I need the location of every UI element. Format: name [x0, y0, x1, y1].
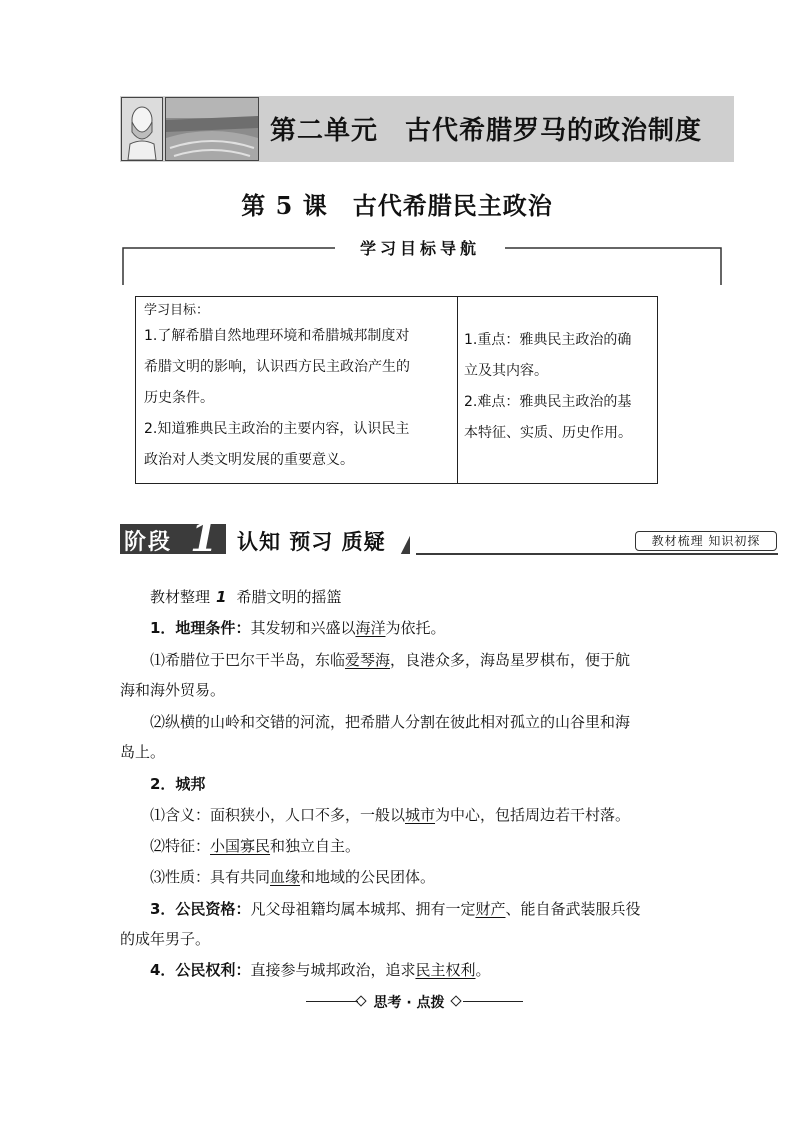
lesson-title: 第 5 课 古代希腊民主政治 [241, 191, 553, 220]
key-point-line: 立及其内容。 [464, 363, 548, 379]
section-number: 1 [216, 588, 227, 606]
key-point-line: 本特征、实质、历史作用。 [464, 425, 632, 441]
objective-line: 2.知道雅典民主政治的主要内容，认识民主 [144, 421, 410, 437]
objective-line: 历史条件。 [144, 390, 214, 406]
paragraph-citizenship-cont: 的成年男子。 [120, 930, 211, 948]
key-point-line: 2.难点：雅典民主政治的基 [464, 394, 632, 410]
paragraph-geo-2: ⑵纵横的山岭和交错的河流，把希腊人分割在彼此相对孤立的山谷里和海 [150, 713, 631, 731]
stage-number: 1 [190, 514, 218, 561]
stage-label: 阶段 [124, 530, 173, 555]
divider-line-right [463, 1001, 523, 1002]
greek-bust-image [121, 97, 163, 161]
objectives-left-cell [136, 297, 458, 483]
diamond-icon [450, 995, 461, 1006]
heading-city-state: 2．城邦 [150, 775, 206, 793]
section-label: 教材整理 [150, 588, 211, 606]
paragraph-geo-1-cont: 海和海外贸易。 [120, 681, 226, 699]
stage-tag: 教材梳理 知识初探 [635, 531, 777, 551]
paragraph-city-feature: ⑵特征：小国寡民和独立自主。 [150, 837, 361, 855]
paragraph-geography: 1．地理条件：其发轫和兴盛以海洋为依托。 [150, 619, 446, 637]
objectives-table [135, 296, 658, 484]
paragraph-city-meaning: ⑴含义：面积狭小，人口不多，一般以城市为中心，包括周边若干村落。 [150, 806, 631, 824]
objectives-right-cell [458, 297, 657, 483]
divider-line-left [306, 1001, 358, 1002]
objective-line: 1.了解希腊自然地理环境和希腊城邦制度对 [144, 328, 410, 344]
paragraph-citizenship: 3．公民资格：凡父母祖籍均属本城邦、拥有一定财产、能自备武装服兵役 [150, 900, 641, 918]
stage-title: 认知 预习 质疑 [237, 529, 386, 554]
think-label: 思考 · 点拨 [373, 995, 445, 1011]
objective-line: 希腊文明的影响，认识西方民主政治产生的 [144, 359, 410, 375]
objectives-heading: 学习目标： [144, 303, 210, 318]
paragraph-geo-1: ⑴希腊位于巴尔干半岛，东临爱琴海，良港众多，海岛星罗棋布，便于航 [150, 651, 631, 669]
paragraph-geo-2-cont: 岛上。 [120, 743, 166, 761]
ancient-ruins-image [165, 97, 259, 161]
objectives-header: 学习目标导航 [335, 236, 505, 259]
section-heading [150, 582, 710, 612]
key-point-line: 1.重点：雅典民主政治的确 [464, 332, 632, 348]
paragraph-city-nature: ⑶性质：具有共同血缘和地域的公民团体。 [150, 868, 436, 886]
unit-title: 第二单元 古代希腊罗马的政治制度 [270, 116, 703, 146]
diamond-icon [355, 995, 366, 1006]
objective-line: 政治对人类文明发展的重要意义。 [144, 452, 354, 468]
stage-underline [416, 553, 778, 555]
section-title: 希腊文明的摇篮 [236, 588, 342, 606]
paragraph-citizen-rights: 4．公民权利：直接参与城邦政治，追求民主权利。 [150, 961, 491, 979]
